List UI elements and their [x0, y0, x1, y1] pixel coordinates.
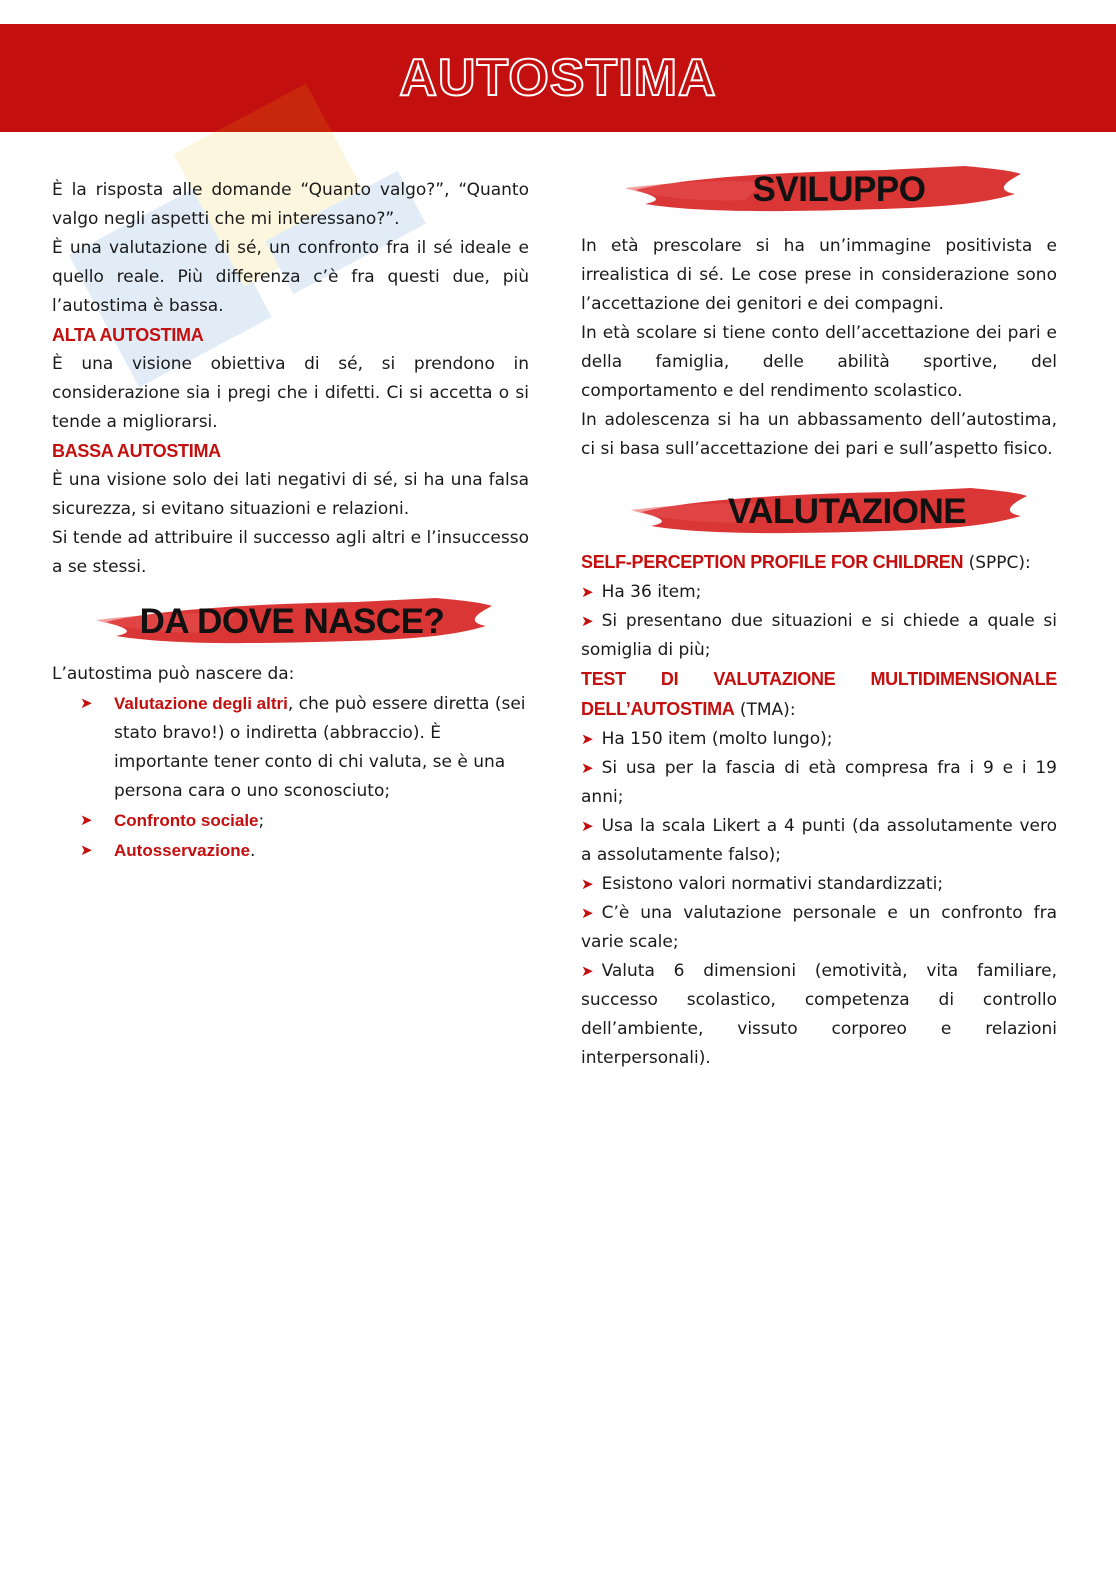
alta-autostima-heading: ALTA AUTOSTIMA [52, 325, 204, 345]
list-item-text: . [250, 841, 256, 861]
list-item-text: Si presentano due situazioni e si chiede a quale si somiglia di più; [581, 611, 1057, 660]
sviluppo-paragraph-3: In adolescenza si ha un abbassamento dell’autostima, ci si basa sull’accettazione dei pari e sull’aspetto fisico. [581, 410, 1057, 459]
arrow-bullet-icon: ➤ [581, 612, 594, 630]
alta-autostima-text: È una visione obiettiva di sé, si prendono in considerazione sia i pregi che i difetti. Ci si accetta o si tende a migliorarsi. [52, 354, 529, 432]
arrow-bullet-icon: ➤ [581, 904, 594, 922]
tma-abbr: (TMA): [734, 700, 796, 720]
section-heading-sviluppo [581, 160, 1057, 218]
list-item [581, 957, 1057, 1073]
list-item-term: Valutazione degli altri [114, 694, 288, 713]
arrow-bullet-icon: ➤ [80, 811, 93, 829]
bassa-autostima-text: È una visione solo dei lati negativi di sé, si ha una falsa sicurezza, si evitano situazioni e relazioni. [52, 470, 529, 519]
list-item-text: C’è una valutazione personale e un confronto fra varie scale; [581, 903, 1057, 952]
list-item-term: Confronto sociale [114, 811, 259, 830]
arrow-bullet-icon: ➤ [581, 817, 594, 835]
arrow-bullet-icon: ➤ [581, 962, 594, 980]
tma-heading [581, 665, 1057, 725]
list-item-text: Usa la scala Likert a 4 punti (da assolutamente vero a assolutamente falso); [581, 816, 1057, 865]
list-item-text: Valuta 6 dimensioni (emotività, vita familiare, successo scolastico, competenza di controllo dell’ambiente, vissuto corporeo e relazioni interpersonali). [581, 961, 1057, 1068]
bassa-autostima-heading: BASSA AUTOSTIMA [52, 441, 221, 461]
sppc-abbr: (SPPC): [963, 553, 1031, 573]
title-banner [0, 24, 1116, 132]
list-item [581, 870, 1057, 899]
arrow-bullet-icon: ➤ [581, 875, 594, 893]
list-item [581, 607, 1057, 665]
list-item-text: Esistono valori normativi standardizzati; [601, 874, 944, 894]
list-item-text: Si usa per la fascia di età compresa fra i 9 e i 19 anni; [581, 758, 1057, 807]
section-heading-da-dove-nasce [52, 592, 492, 650]
list-item [52, 689, 529, 806]
list-item [581, 899, 1057, 957]
list-item-text: ; [258, 811, 265, 831]
page-title: AUTOSTIMA [399, 49, 717, 107]
nasce-intro: L’autostima può nascere da: [52, 664, 295, 684]
arrow-bullet-icon: ➤ [80, 694, 93, 712]
arrow-bullet-icon: ➤ [581, 583, 594, 601]
arrow-bullet-icon: ➤ [581, 730, 594, 748]
bassa-autostima-text-2: Si tende ad attribuire il successo agli altri e l’insuccesso a se stessi. [52, 528, 529, 577]
list-item-text: , che può essere diretta (sei stato bravo!) o indiretta (abbraccio). È importante tener conto di chi valuta, se è una persona cara o uno sconosciuto; [114, 694, 526, 801]
sviluppo-title: SVILUPPO [752, 169, 926, 209]
section-heading-valutazione [581, 482, 1057, 540]
sppc-title: SELF-PERCEPTION PROFILE FOR CHILDREN [581, 552, 964, 572]
right-column [581, 160, 1057, 1073]
nasce-list [52, 689, 529, 866]
tma-title: TEST DI VALUTAZIONE MULTIDIMENSIONALE DELL’AUTOSTIMA [581, 669, 1057, 719]
da-dove-nasce-title: DA DOVE NASCE? [139, 601, 445, 641]
sppc-heading [581, 548, 1057, 578]
arrow-bullet-icon: ➤ [581, 759, 594, 777]
intro-paragraph-2: È una valutazione di sé, un confronto fra il sé ideale e quello reale. Più differenza c’è fra questi due, più l’autostima è bassa. [52, 238, 529, 316]
list-item [581, 812, 1057, 870]
list-item-text: Ha 150 item (molto lungo); [601, 729, 833, 749]
valutazione-title: VALUTAZIONE [727, 491, 967, 531]
list-item [581, 578, 1057, 607]
list-item [52, 806, 529, 836]
list-item [581, 725, 1057, 754]
left-column [52, 176, 529, 866]
sviluppo-paragraph-2: In età scolare si tiene conto dell’accettazione dei pari e della famiglia, delle abilità sportive, del comportamento e del rendimento scolastico. [581, 323, 1057, 401]
arrow-bullet-icon: ➤ [80, 841, 93, 859]
list-item-text: Ha 36 item; [601, 582, 702, 602]
intro-paragraph-1: È la risposta alle domande “Quanto valgo?”, “Quanto valgo negli aspetti che mi interessano?”. [52, 180, 529, 229]
sppc-list [581, 578, 1057, 665]
sviluppo-paragraph-1: In età prescolare si ha un’immagine positivista e irrealistica di sé. Le cose prese in considerazione sono l’accettazione dei genitori e dei compagni. [581, 236, 1057, 314]
list-item [52, 836, 529, 866]
list-item-term: Autosservazione [114, 841, 251, 860]
tma-list [581, 725, 1057, 1073]
list-item [581, 754, 1057, 812]
